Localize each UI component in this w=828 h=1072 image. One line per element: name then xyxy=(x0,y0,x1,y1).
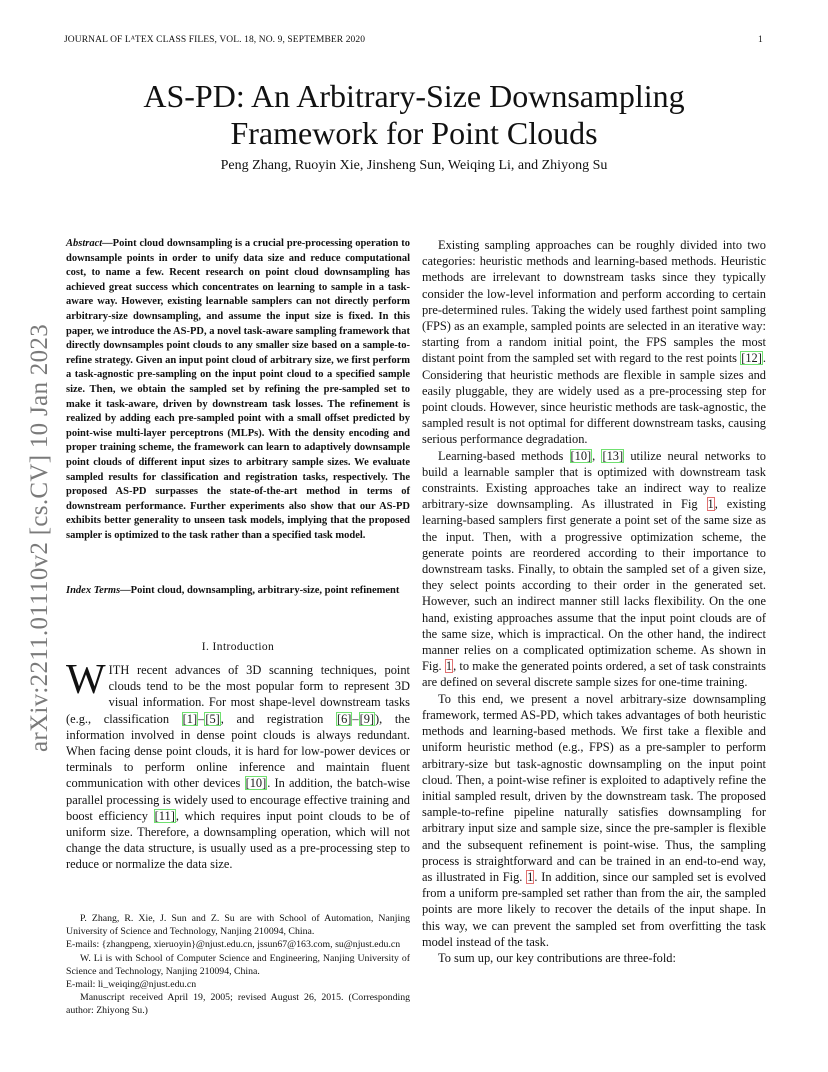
footnote-manuscript: Manuscript received April 19, 2005; revised August 26, 2015. (Corresponding author: Zhiyong Su.) xyxy=(66,992,410,1016)
footnote-text: W. Li is with School of Computer Science and Engineering, Nanjing University of Science and Technology, Nanjing 210094, China. xyxy=(66,953,410,977)
citation-link[interactable]: [9] xyxy=(359,711,375,726)
right-column xyxy=(422,237,766,966)
paper-title-line: Framework for Point Clouds xyxy=(230,115,598,151)
intro-text: ITH recent advances of 3D scanning techniques, point clouds tend to be the most popular form to represent 3D visual information. For most shape-level downstream tasks (e.g., classification xyxy=(66,663,410,726)
abstract xyxy=(66,237,410,543)
paper-title xyxy=(60,78,768,152)
citation-link[interactable]: [1] xyxy=(182,711,198,726)
figure-link[interactable]: 1 xyxy=(707,497,714,512)
footnote-affiliation-2 xyxy=(66,952,410,1017)
body-text: , xyxy=(592,448,602,463)
figure-link[interactable]: 1 xyxy=(445,659,453,674)
footnote-affiliation-1 xyxy=(66,912,410,951)
arxiv-stamp-text[interactable]: arXiv:2211.01110v2 [cs.CV] 10 Jan 2023 xyxy=(26,324,53,753)
footnote-email: E-mail: li_weiqing@njust.edu.cn xyxy=(66,979,197,990)
citation-link[interactable]: [10] xyxy=(570,448,592,463)
section-heading: I. Introduction xyxy=(201,641,275,653)
paragraph xyxy=(422,691,766,950)
body-text: , to make the generated points ordered, a set of task constraints are defined on several discrete sample sizes for one-time training. xyxy=(422,659,766,690)
body-text: utilize neural networks to build a learnable sampler that is optimized with downstream task constraints. Existing approaches take an indirect way to realize arbitrary-size downsampling. As illustrated in Fig xyxy=(422,448,766,512)
footnote-emails: E-mails: {zhangpeng, xieruoyin}@njust.edu.cn, jssun67@163.com, su@njust.edu.cn xyxy=(66,939,401,950)
intro-text: . In addition, the batch-wise parallel processing is widely used to encourage effective training and boost efficiency xyxy=(66,776,410,823)
intro-text: – xyxy=(352,711,359,726)
index-terms xyxy=(66,584,410,599)
intro-text: ), the information involved in dense point clouds is always redundant. When facing dense point clouds, it is hard for low-power devices or terminals to perform online inference and maintain fluent communication with other devices xyxy=(66,711,410,791)
intro-text: , which requires input point clouds to be of uniform size. Therefore, a downsampling operation, which will not change the data structure, is usually used as a pre-processing step to reduce or normalize the data size. xyxy=(66,808,410,872)
intro-text: – xyxy=(198,711,205,726)
body-text: Existing sampling approaches can be roughly divided into two categories: heuristic methods and learning-based methods. Heuristic methods are irrelevant to downstream tasks since they typically consider the low-level information and perform according to certain pre-determined rules. Taking the widely used farthest point sampling (FPS) as an example, sampled points are selected in an iterative way: starting from a random initial point, the FPS samples the most distant point from the sampled set with regard to the rest points xyxy=(422,238,766,366)
index-terms-text: —Point cloud, downsampling, arbitrary-size, point refinement xyxy=(120,585,400,596)
author-list: Peng Zhang, Ruoyin Xie, Jinsheng Sun, Weiqing Li, and Zhiyong Su xyxy=(220,158,608,173)
body-text: , existing learning-based samplers first generate a point set of the same size as the input. Then, with a progressive optimization scheme, the generate points are reordered according to their importance to downstream tasks. Finally, to obtain the sampled set of a given size, they select points according to their order in the generated set. However, such an indirect manner still lacks flexibility. On the one hand, existing approaches assume that the input point clouds are of the same size, which is impractical. On the other hand, the indirect manner relies on a complicated optimization scheme. As shown in Fig. xyxy=(422,497,767,674)
citation-link[interactable]: [6] xyxy=(336,711,352,726)
paper-title-line: AS-PD: An Arbitrary-Size Downsampling xyxy=(143,78,685,114)
citation-link[interactable]: [13] xyxy=(602,448,624,463)
citation-link[interactable]: [5] xyxy=(205,711,220,726)
abstract-label: Abstract xyxy=(66,238,103,249)
citation-link[interactable]: [10] xyxy=(245,776,267,791)
paragraph: To sum up, our key contributions are three-fold: xyxy=(438,950,676,965)
page-number: 1 xyxy=(758,35,763,45)
body-text: . Considering that heuristic methods are flexible in sample sizes and easily pluggable, they are widely used as a pre-processing step for point clouds. However, since heuristic methods are task-agnostic, the sampled result is not optimal for different downstream tasks, causing serious performance degradation. xyxy=(422,351,766,447)
running-head: JOURNAL OF LᴬTEX CLASS FILES, VOL. 18, NO. 9, SEPTEMBER 2020 xyxy=(64,35,366,45)
intro-paragraph xyxy=(66,657,410,873)
footnote-text: P. Zhang, R. Xie, J. Sun and Z. Su are with School of Automation, Nanjing University of Science and Technology, Nanjing 210094, China. xyxy=(66,913,410,937)
body-text: Learning-based methods xyxy=(438,448,570,463)
figure-link[interactable]: 1 xyxy=(527,869,534,884)
index-terms-label: Index Terms xyxy=(66,585,121,596)
citation-link[interactable]: [11] xyxy=(154,808,175,823)
citation-link[interactable]: [12] xyxy=(741,351,762,366)
dropcap-letter: W xyxy=(66,657,106,703)
intro-text: , and registration xyxy=(220,711,336,726)
body-text: To this end, we present a novel arbitrary-size downsampling framework, termed AS-PD, which takes advantages of both heuristic methods and learning-based methods. We first take a flexible and uniform heuristic method (e.g., FPS) as a pre-sampler to perform arbitrary-size but task-agnostic downsampling on the input point cloud. Then, a point-wise refiner is exploited to adaptively refine the initial sampled result, driven by the downstream task. The proposed sample-to-refine pipeline naturally satisfies downsampling for arbitrary input size and sample size, since the pre-sampler is flexible and the subsequent refinement is point-wise. Thus, the sampling process is straightforward and can be trained in an end-to-end way, as illustrated in Fig. xyxy=(422,691,766,884)
paragraph xyxy=(422,448,766,691)
abstract-text: —Point cloud downsampling is a crucial pre-processing operation to downsample points in order to unify data size and reduce computational cost, to name a few. Recent research on point cloud downsampling has achieved great success which concentrates on learning to sample in a task-aware way. However, existing learnable samplers can not directly perform arbitrary-size downsampling, and assume the input size is fixed. In this paper, we introduce the AS-PD, a novel task-aware sampling framework that directly downsamples point clouds to any smaller size based on a sample-to-refine strategy. Given an input point cloud of arbitrary size, we first perform a task-agnostic pre-sampling on the input point cloud to a specified sample size. Then, we obtain the sampled set by refining the pre-sampled set to make it task-aware, driven by downstream task losses. The refinement is realized by adding each pre-sampled point with a small offset predicted by point-wise multi-layer perceptrons (MLPs). With the density encoding and proper training scheme, the framework can learn to adaptively downsample point clouds of different input sizes to arbitrary sample sizes. We evaluate sampled results for classification and registration tasks, respectively. The proposed AS-PD surpasses the state-of-the-art method in terms of downstream performance. Further experiments also show that our AS-PD exhibits better generality to unseen task models, implying that the proposed sampler is optimized to the task rather than a specified task model. xyxy=(66,238,410,541)
paragraph xyxy=(422,237,766,448)
body-text: . In addition, since our sampled set is evolved from a uniform pre-sampled set rather than from the air, the sampled points are more likely to recover the details of the input shape. In this way, we can prevent the sampled set from overfitting the task model instead of the task. xyxy=(422,869,766,949)
